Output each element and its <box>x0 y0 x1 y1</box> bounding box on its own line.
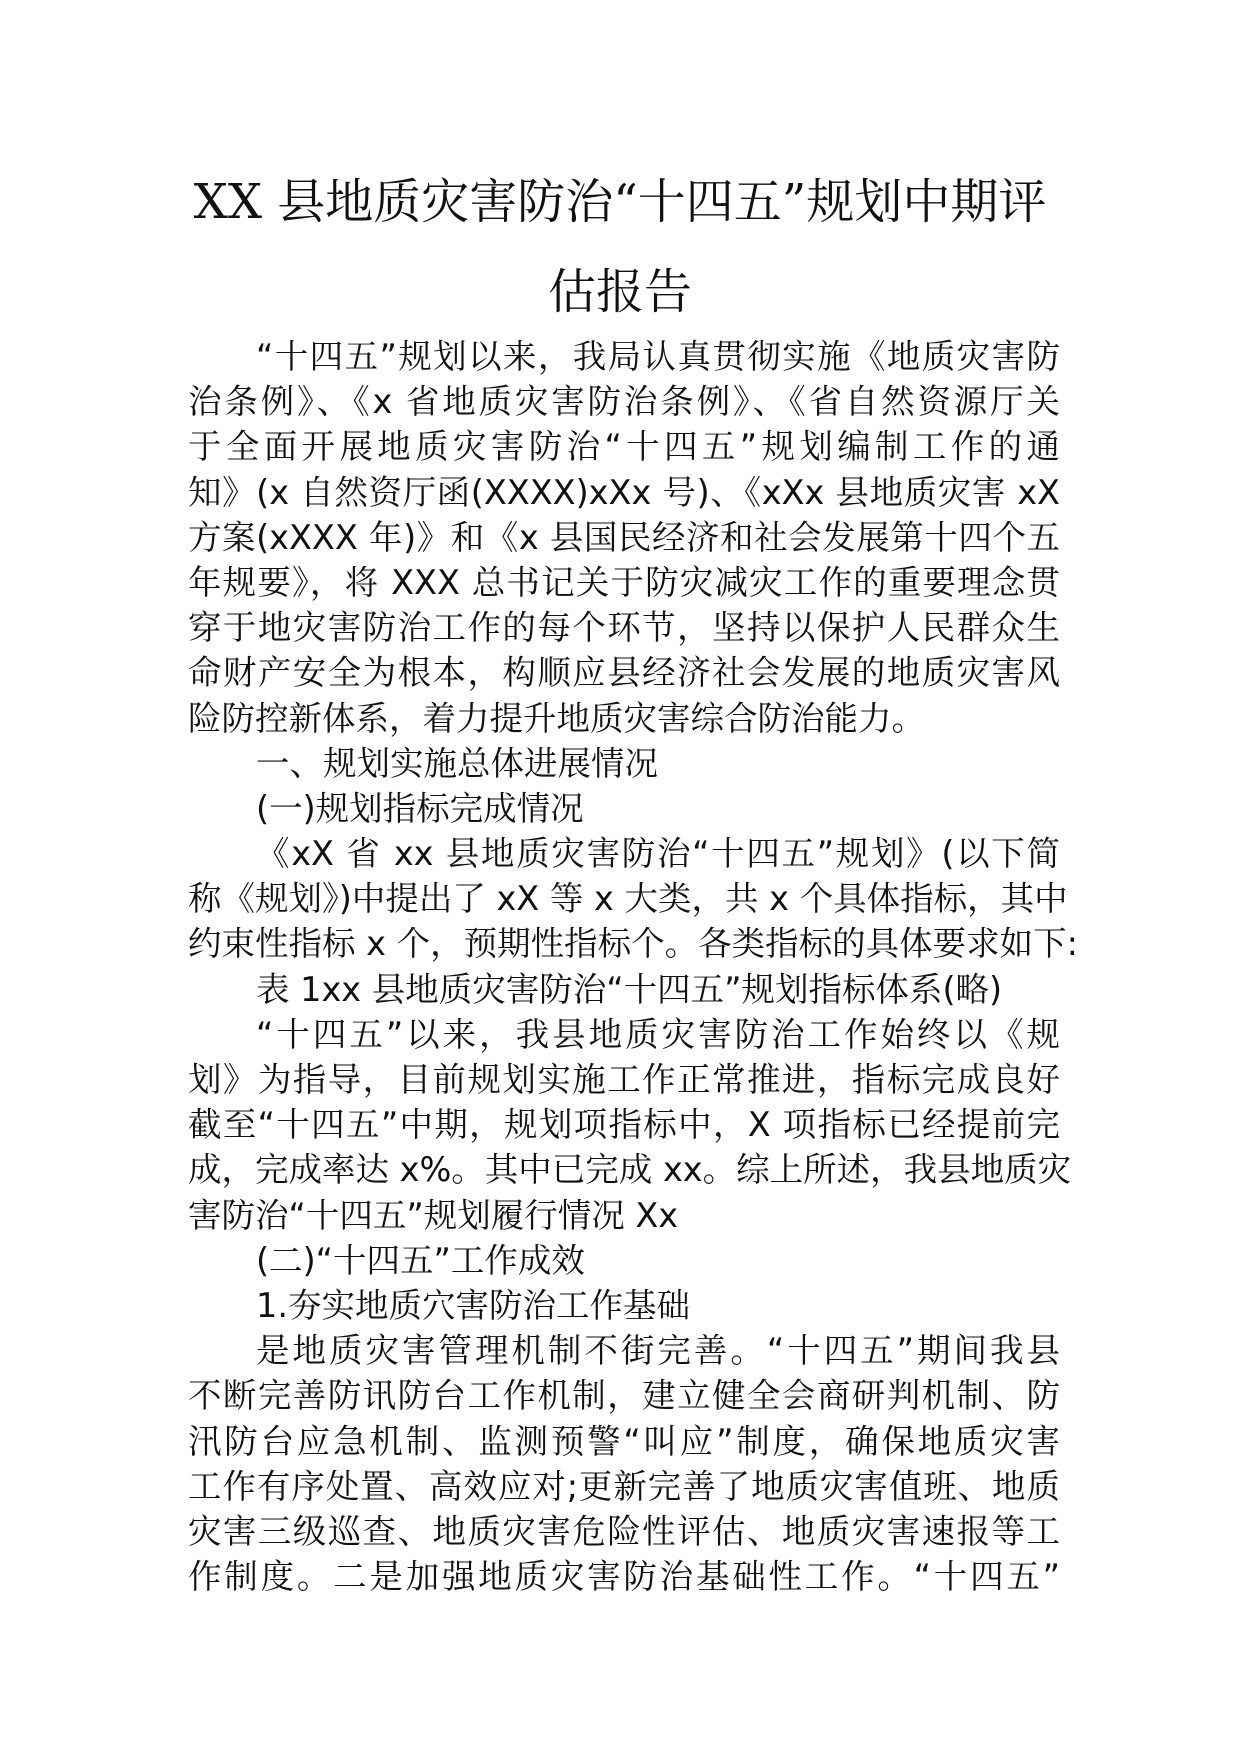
paragraph-achievements-line: 工作有序处置、高效应对;更新完善了地质灾害值班、地质 <box>188 1466 1060 1506</box>
paragraph-progress-line: 害防治“十四五”规划履行情况 Xx <box>188 1195 679 1235</box>
item-heading: 1.夯实地质穴害防治工作基础 <box>256 1285 690 1325</box>
paragraph-intro-line: 年规要》，将 XXX 总书记关于防灾减灾工作的重要理念贯 <box>188 562 1060 602</box>
paragraph-progress-line: “十四五”以来，我县地质灾害防治工作始终以《规 <box>256 1014 1060 1054</box>
paragraph-achievements-line: 不断完善防讯防台工作机制，建立健全会商研判机制、防 <box>188 1376 1060 1416</box>
paragraph-intro-line: 于全面开展地质灾害防治“十四五”规划编制工作的通 <box>188 427 1060 467</box>
document-title-line-1: XX 县地质灾害防治“十四五”规划中期评 <box>193 174 1047 230</box>
paragraph-indicators-line: 《xX 省 xx 县地质灾害防治“十四五”规划》(以下简 <box>256 834 1060 874</box>
paragraph-achievements-line: 汛防台应急机制、监测预警“叫应”制度，确保地质灾害 <box>188 1421 1060 1461</box>
paragraph-progress-line: 划》为指导，目前规划实施工作正常推进，指标完成良好 <box>188 1060 1060 1099</box>
paragraph-intro-line: 知》(x 自然资厅函(XXXX)xXx 号)、《xXx 县地质灾害 xX <box>188 472 1060 512</box>
section-heading: 一、规划实施总体进展情况 <box>256 743 658 783</box>
document-body <box>188 334 1078 1599</box>
paragraph-indicators-line: 称《规划》)中提出了 xX 等 x 大类，共 x 个具体指标，其中 <box>188 879 1068 919</box>
paragraph-progress-line: 成，完成率达 x%。其中已完成 xx。综上所述，我县地质灾 <box>188 1150 1072 1190</box>
paragraph-intro-line: “十四五”规划以来，我局认真贯彻实施《地质灾害防 <box>256 337 1060 376</box>
paragraph-achievements-line: 灾害三级巡查、地质灾害危险性评估、地质灾害速报等工 <box>188 1511 1060 1551</box>
paragraph-intro-line: 穿于地灾害防治工作的每个环节，坚持以保护人民群众生 <box>188 608 1060 648</box>
paragraph-intro-line: 方案(xXXX 年)》和《x 县国民经济和社会发展第十四个五 <box>188 517 1060 557</box>
paragraph-achievements-line: 是地质灾害管理机制不街完善。“十四五”期间我县 <box>256 1331 1060 1371</box>
table-caption: 表 1xx 县地质灾害防治“十四五”规划指标体系(略) <box>256 969 1003 1009</box>
paragraph-intro-line: 治条例》、《x 省地质灾害防治条例》、《省自然资源厅关 <box>188 382 1060 422</box>
paragraph-intro-line: 命财产安全为根本，构顺应县经济社会发展的地质灾害风 <box>188 653 1060 693</box>
paragraph-indicators-line: 约束性指标 x 个，预期性指标个。各类指标的具体要求如下: <box>188 924 1078 964</box>
document-title-line-2: 估报告 <box>547 264 692 320</box>
paragraph-progress-line: 截至“十四五”中期，规划项指标中，X 项指标已经提前完 <box>188 1105 1060 1145</box>
subsection-heading: (一)规划指标完成情况 <box>256 788 584 828</box>
paragraph-achievements-line: 作制度。二是加强地质灾害防治基础性工作。“十四五” <box>188 1557 1060 1597</box>
subsection-heading: (二)“十四五”工作成效 <box>256 1240 585 1280</box>
paragraph-intro-line: 险防控新体系，着力提升地质灾害综合防治能力。 <box>188 698 925 738</box>
